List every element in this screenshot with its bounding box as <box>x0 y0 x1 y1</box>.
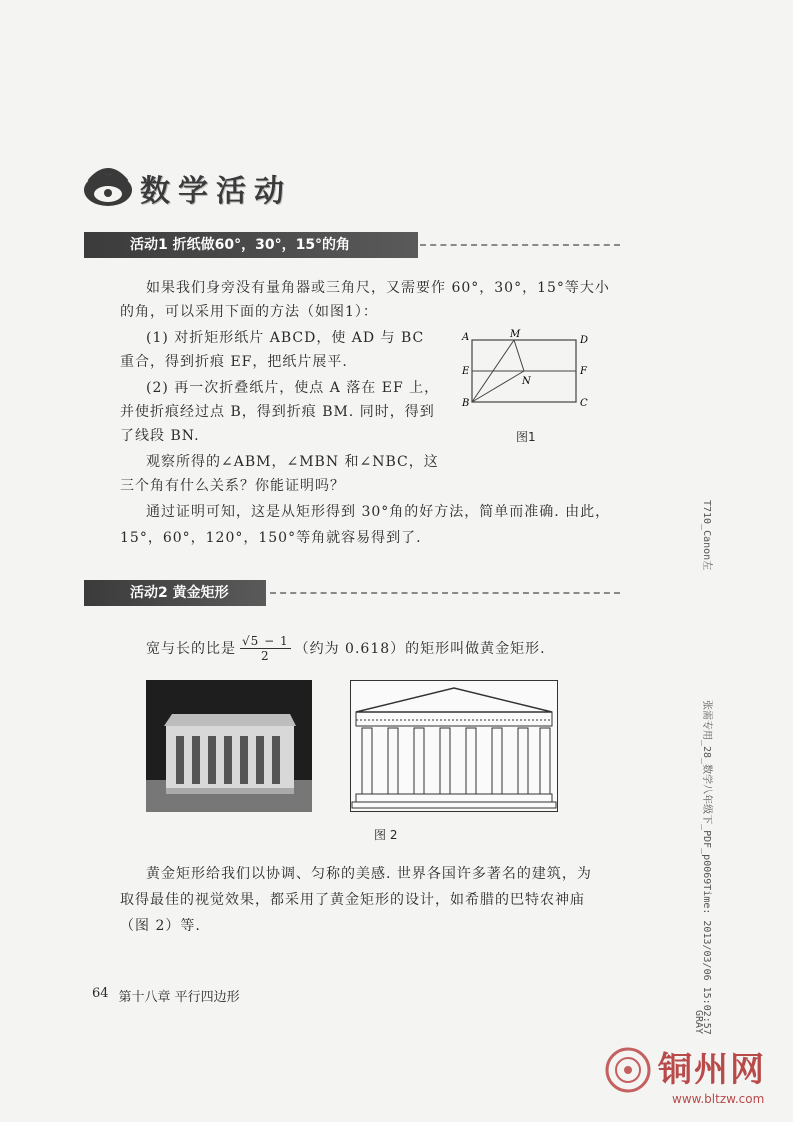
step2-line2: 并使折痕经过点 B，得到折痕 BM. 同时，得到 <box>120 404 435 420</box>
label-f: F <box>580 366 587 377</box>
closing-line3: （图 2）等. <box>120 918 201 934</box>
figure1-caption: 图1 <box>516 430 536 444</box>
golden-rectangle-definition <box>146 634 546 663</box>
header-divider <box>270 592 620 594</box>
fraction <box>240 634 291 663</box>
label-b: B <box>462 398 470 409</box>
color-mode: GRAY <box>693 1010 704 1035</box>
closing-line1: 黄金矩形给我们以协调、匀称的美感. 世界各国许多著名的建筑，为 <box>146 866 592 882</box>
conclusion-line2: 15°，60°，120°，150°等角就容易得到了. <box>120 530 422 546</box>
def-suffix: （约为 0.618）的矩形叫做黄金矩形. <box>294 640 546 657</box>
activity1-header: 活动1 折纸做60°，30°，15°的角 <box>84 232 418 258</box>
label-m: M <box>510 329 521 340</box>
label-c: C <box>580 398 588 409</box>
observe-line2: 三个角有什么关系？你能证明吗？ <box>120 478 345 494</box>
segment-bn <box>472 371 524 402</box>
conclusion-line1: 通过证明可知，这是从矩形得到 30°角的好方法，简单而准确. 由此， <box>146 504 611 520</box>
parthenon-drawing <box>350 680 558 812</box>
def-prefix: 宽与长的比是 <box>146 640 236 657</box>
step2-line3: 了线段 BN. <box>120 428 200 444</box>
fraction-denominator: 2 <box>260 649 270 663</box>
observe-line1: 观察所得的∠ABM，∠MBN 和∠NBC，这 <box>146 454 439 470</box>
activity-emblem-icon <box>82 160 134 208</box>
step1-line2: 重合，得到折痕 EF，把纸片展平. <box>120 354 348 370</box>
segment-mn <box>514 340 524 371</box>
parthenon-photo <box>146 680 312 812</box>
scan-info: 张需专用_28_数学八年级下_PDF_p0069Time: 2013/03/06 15:02:57 <box>701 700 712 1035</box>
label-n: N <box>522 376 531 387</box>
step2-line1: (2) 再一次折叠纸片，使点 A 落在 EF 上， <box>146 380 440 396</box>
para1-line2: 的角，可以采用下面的方法（如图1）： <box>120 304 378 320</box>
watermark-name: 铜州网 <box>658 1050 766 1090</box>
para1-line1: 如果我们身旁没有量角器或三角尺，又需要作 60°，30°，15°等大小 <box>146 280 610 296</box>
closing-line2: 取得最佳的视觉效果，都采用了黄金矩形的设计，如希腊的巴特农神庙 <box>120 892 585 908</box>
label-a: A <box>462 332 470 343</box>
header-divider <box>420 244 620 246</box>
chapter-title: 第十八章 平行四边形 <box>118 990 240 1005</box>
section-title: 数学活动 <box>140 174 292 209</box>
page-number: 64 <box>92 986 109 1001</box>
activity2-header: 活动2 黄金矩形 <box>84 580 266 606</box>
figure2-caption: 图 2 <box>374 828 398 842</box>
step1-line1: (1) 对折矩形纸片 ABCD，使 AD 与 BC <box>146 330 425 346</box>
scanner-tag: T710_Canon左 <box>701 500 712 571</box>
fraction-numerator: √5 − 1 <box>242 634 289 648</box>
page-footer <box>92 986 240 1005</box>
watermark-url: www.bltzw.com <box>672 1092 765 1106</box>
figure1-diagram <box>456 326 606 416</box>
label-d: D <box>580 335 589 346</box>
label-e: E <box>462 366 470 377</box>
watermark-logo-icon <box>604 1046 652 1094</box>
